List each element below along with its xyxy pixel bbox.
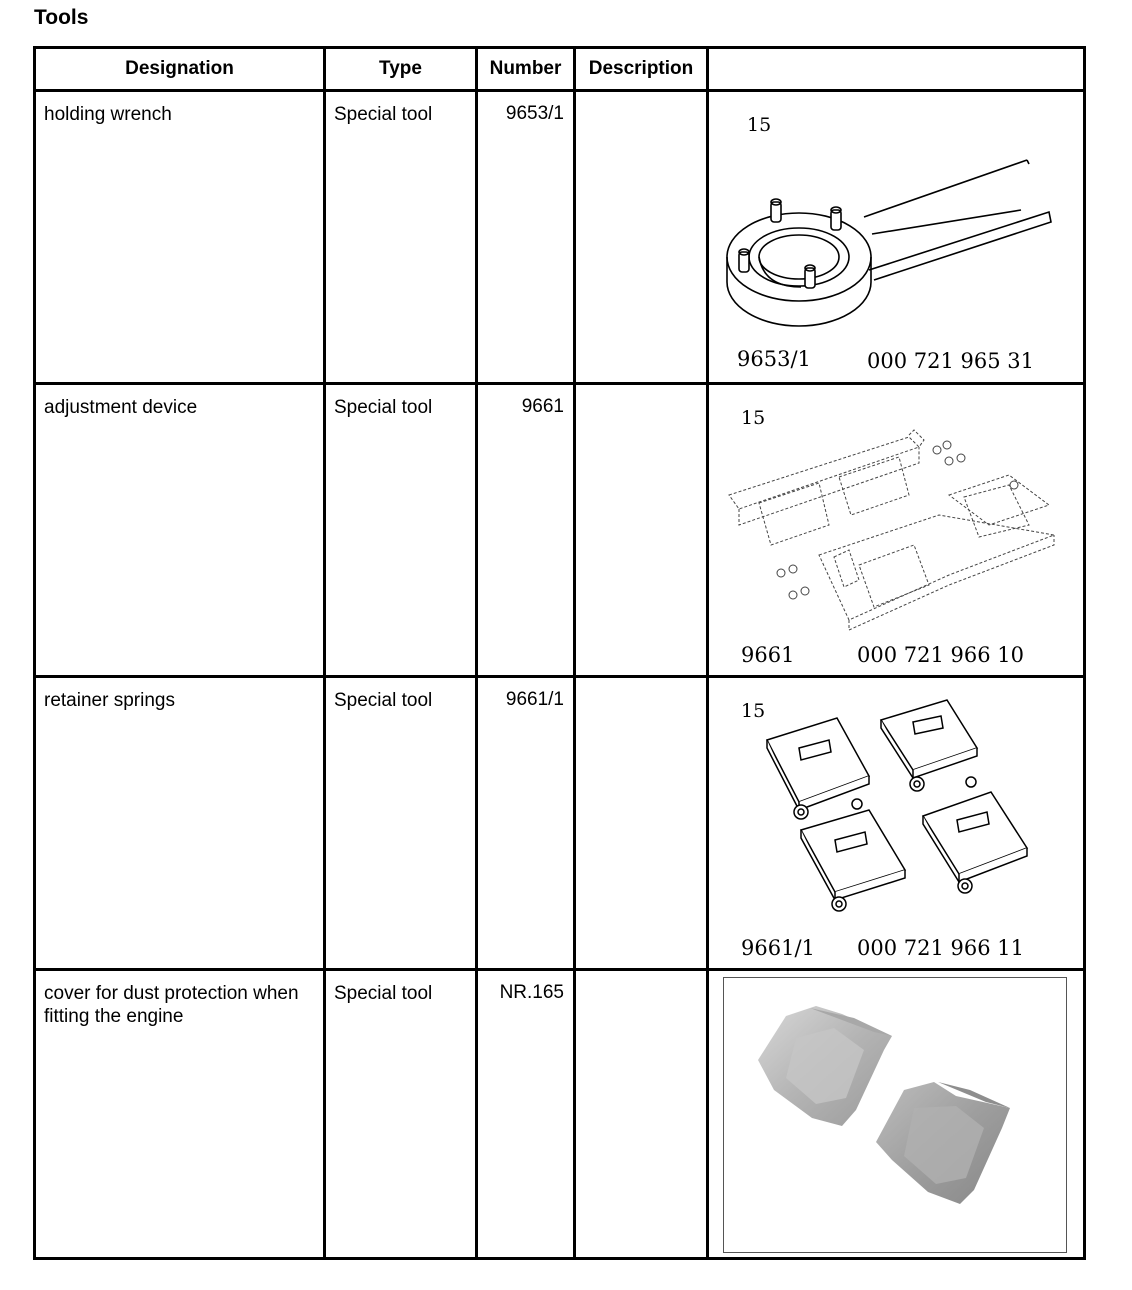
type-text: Special tool xyxy=(334,397,433,418)
figure-part-number: 000 721 966 10 xyxy=(857,643,1024,667)
number-text: 9653/1 xyxy=(505,103,564,124)
number-text: 9661 xyxy=(521,396,564,417)
header-type: Type xyxy=(325,48,477,91)
description-text xyxy=(576,678,706,689)
adjustment-device-drawing xyxy=(709,385,1079,675)
header-number: Number xyxy=(477,48,575,91)
figure-cell xyxy=(708,91,1085,384)
number-cell xyxy=(477,91,575,384)
designation-text: cover for dust protection when fitting the engine xyxy=(44,983,299,1027)
figure-tool-number: 9661/1 xyxy=(741,936,815,960)
figure-cell xyxy=(708,384,1085,677)
type-text: Special tool xyxy=(334,983,433,1004)
page-title: Tools xyxy=(34,6,89,29)
header-designation: Designation xyxy=(35,48,325,91)
retainer-springs-drawing xyxy=(709,678,1079,968)
figure-scale: 15 xyxy=(741,407,766,429)
designation-cell xyxy=(35,970,325,1259)
figure-scale: 15 xyxy=(741,700,766,722)
table-row xyxy=(35,677,1085,970)
description-cell xyxy=(575,91,708,384)
holding-wrench-drawing xyxy=(709,92,1079,382)
table-row xyxy=(35,384,1085,677)
figure-part-number: 000 721 966 11 xyxy=(857,936,1024,960)
description-text xyxy=(576,971,706,982)
table-row xyxy=(35,970,1085,1259)
figure-cell xyxy=(708,970,1085,1259)
type-cell xyxy=(325,91,477,384)
designation-text: retainer springs xyxy=(44,690,175,711)
description-text xyxy=(576,92,706,103)
header-description: Description xyxy=(575,48,708,91)
number-text: 9661/1 xyxy=(505,689,564,710)
tools-table xyxy=(33,46,1086,1260)
description-cell xyxy=(575,384,708,677)
designation-cell xyxy=(35,91,325,384)
designation-text: holding wrench xyxy=(44,104,172,125)
number-cell xyxy=(477,970,575,1259)
type-cell xyxy=(325,677,477,970)
figure-tool-number: 9661 xyxy=(741,643,795,667)
figure-scale: 15 xyxy=(747,114,772,136)
dust-cover-photo-image xyxy=(724,978,1066,1252)
figure-tool-number: 9653/1 xyxy=(737,347,811,371)
number-cell xyxy=(477,384,575,677)
type-text: Special tool xyxy=(334,104,433,125)
dust-cover-photo xyxy=(723,977,1067,1253)
number-cell xyxy=(477,677,575,970)
header-image xyxy=(708,48,1085,91)
number-text: NR.165 xyxy=(499,982,564,1003)
figure-part-number: 000 721 965 31 xyxy=(867,349,1034,373)
type-cell xyxy=(325,970,477,1259)
description-cell xyxy=(575,677,708,970)
description-cell xyxy=(575,970,708,1259)
type-text: Special tool xyxy=(334,690,433,711)
description-text xyxy=(576,385,706,396)
designation-cell xyxy=(35,384,325,677)
table-row xyxy=(35,91,1085,384)
figure-cell xyxy=(708,677,1085,970)
designation-text: adjustment device xyxy=(44,397,198,418)
table-header-row xyxy=(35,48,1085,91)
type-cell xyxy=(325,384,477,677)
designation-cell xyxy=(35,677,325,970)
